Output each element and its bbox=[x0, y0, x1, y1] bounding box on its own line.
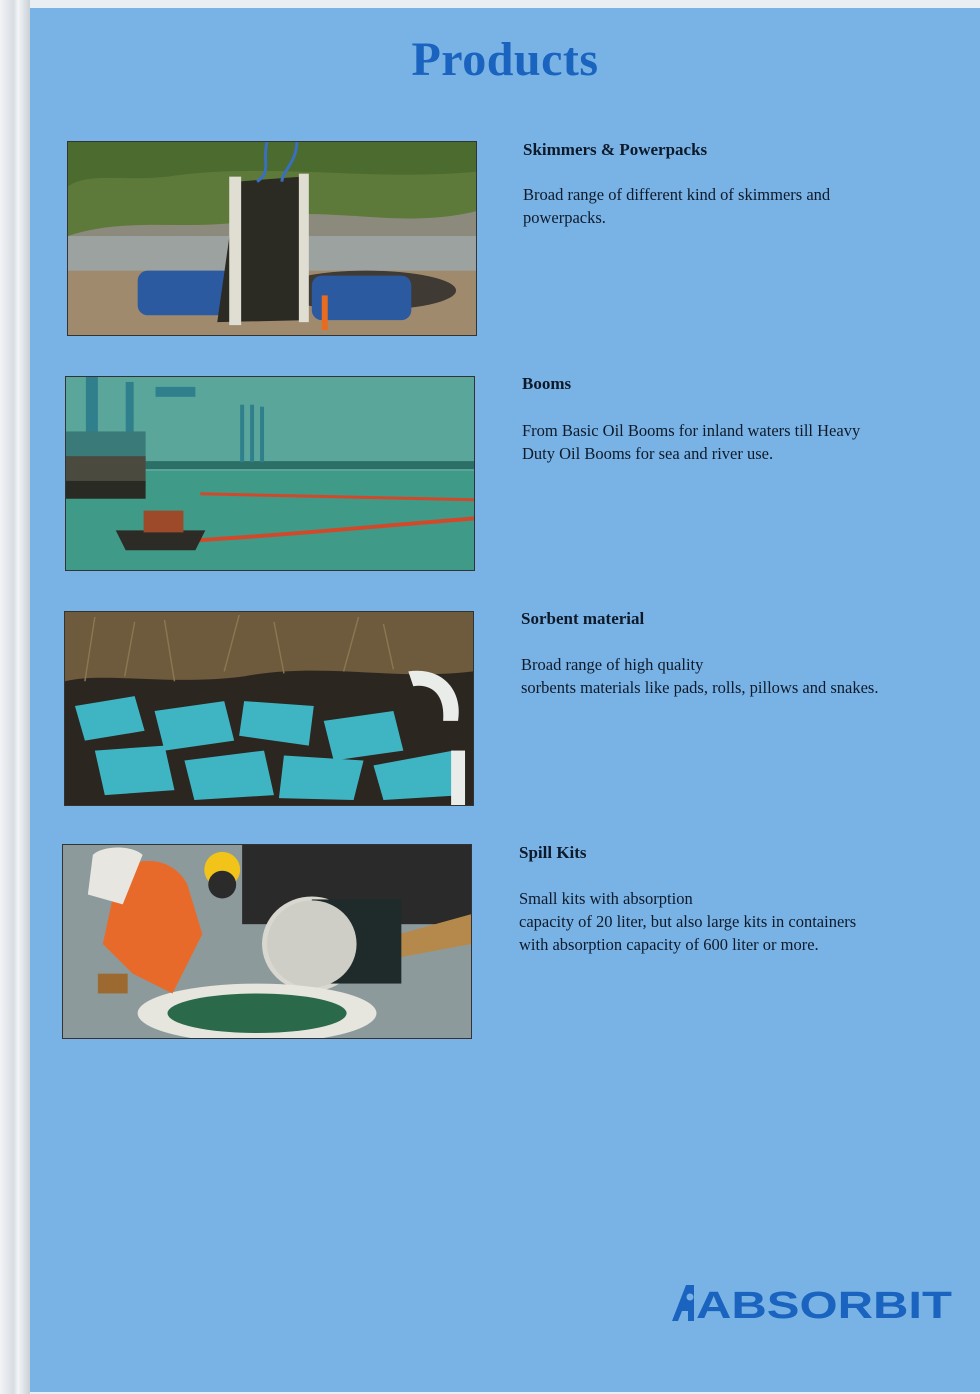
desc-line: From Basic Oil Booms for inland waters till Heavy bbox=[522, 421, 861, 440]
sorbent-photo bbox=[64, 611, 474, 806]
product-desc-skimmers bbox=[523, 183, 963, 229]
page-title: Products bbox=[411, 33, 599, 86]
product-title-booms: Booms bbox=[522, 374, 572, 393]
logo-text: ABSORBIT bbox=[696, 1285, 952, 1323]
desc-line: sorbents materials like pads, rolls, pillows and snakes. bbox=[521, 678, 879, 697]
product-title-skimmers: Skimmers & Powerpacks bbox=[523, 140, 708, 159]
desc-line: Small kits with absorption bbox=[519, 889, 693, 908]
absorbit-logo bbox=[672, 1283, 954, 1323]
product-title-spill-kits: Spill Kits bbox=[519, 843, 587, 862]
desc-line: powerpacks. bbox=[523, 208, 606, 227]
desc-line: with absorption capacity of 600 liter or more. bbox=[519, 935, 819, 954]
product-desc-booms bbox=[522, 419, 962, 465]
desc-line: Broad range of different kind of skimmers and bbox=[523, 185, 831, 204]
spill-kit-photo bbox=[62, 844, 472, 1039]
product-desc-spill-kits bbox=[519, 887, 959, 956]
brochure-page bbox=[30, 8, 980, 1392]
desc-line: capacity of 20 liter, but also large kits in containers bbox=[519, 912, 857, 931]
page-binding-edge bbox=[0, 0, 30, 1394]
product-title-sorbent: Sorbent material bbox=[521, 609, 645, 628]
desc-line: Duty Oil Booms for sea and river use. bbox=[522, 444, 774, 463]
product-desc-sorbent bbox=[521, 653, 966, 699]
desc-line: Broad range of high quality bbox=[521, 655, 704, 674]
skimmer-photo bbox=[67, 141, 477, 336]
booms-photo bbox=[65, 376, 475, 571]
